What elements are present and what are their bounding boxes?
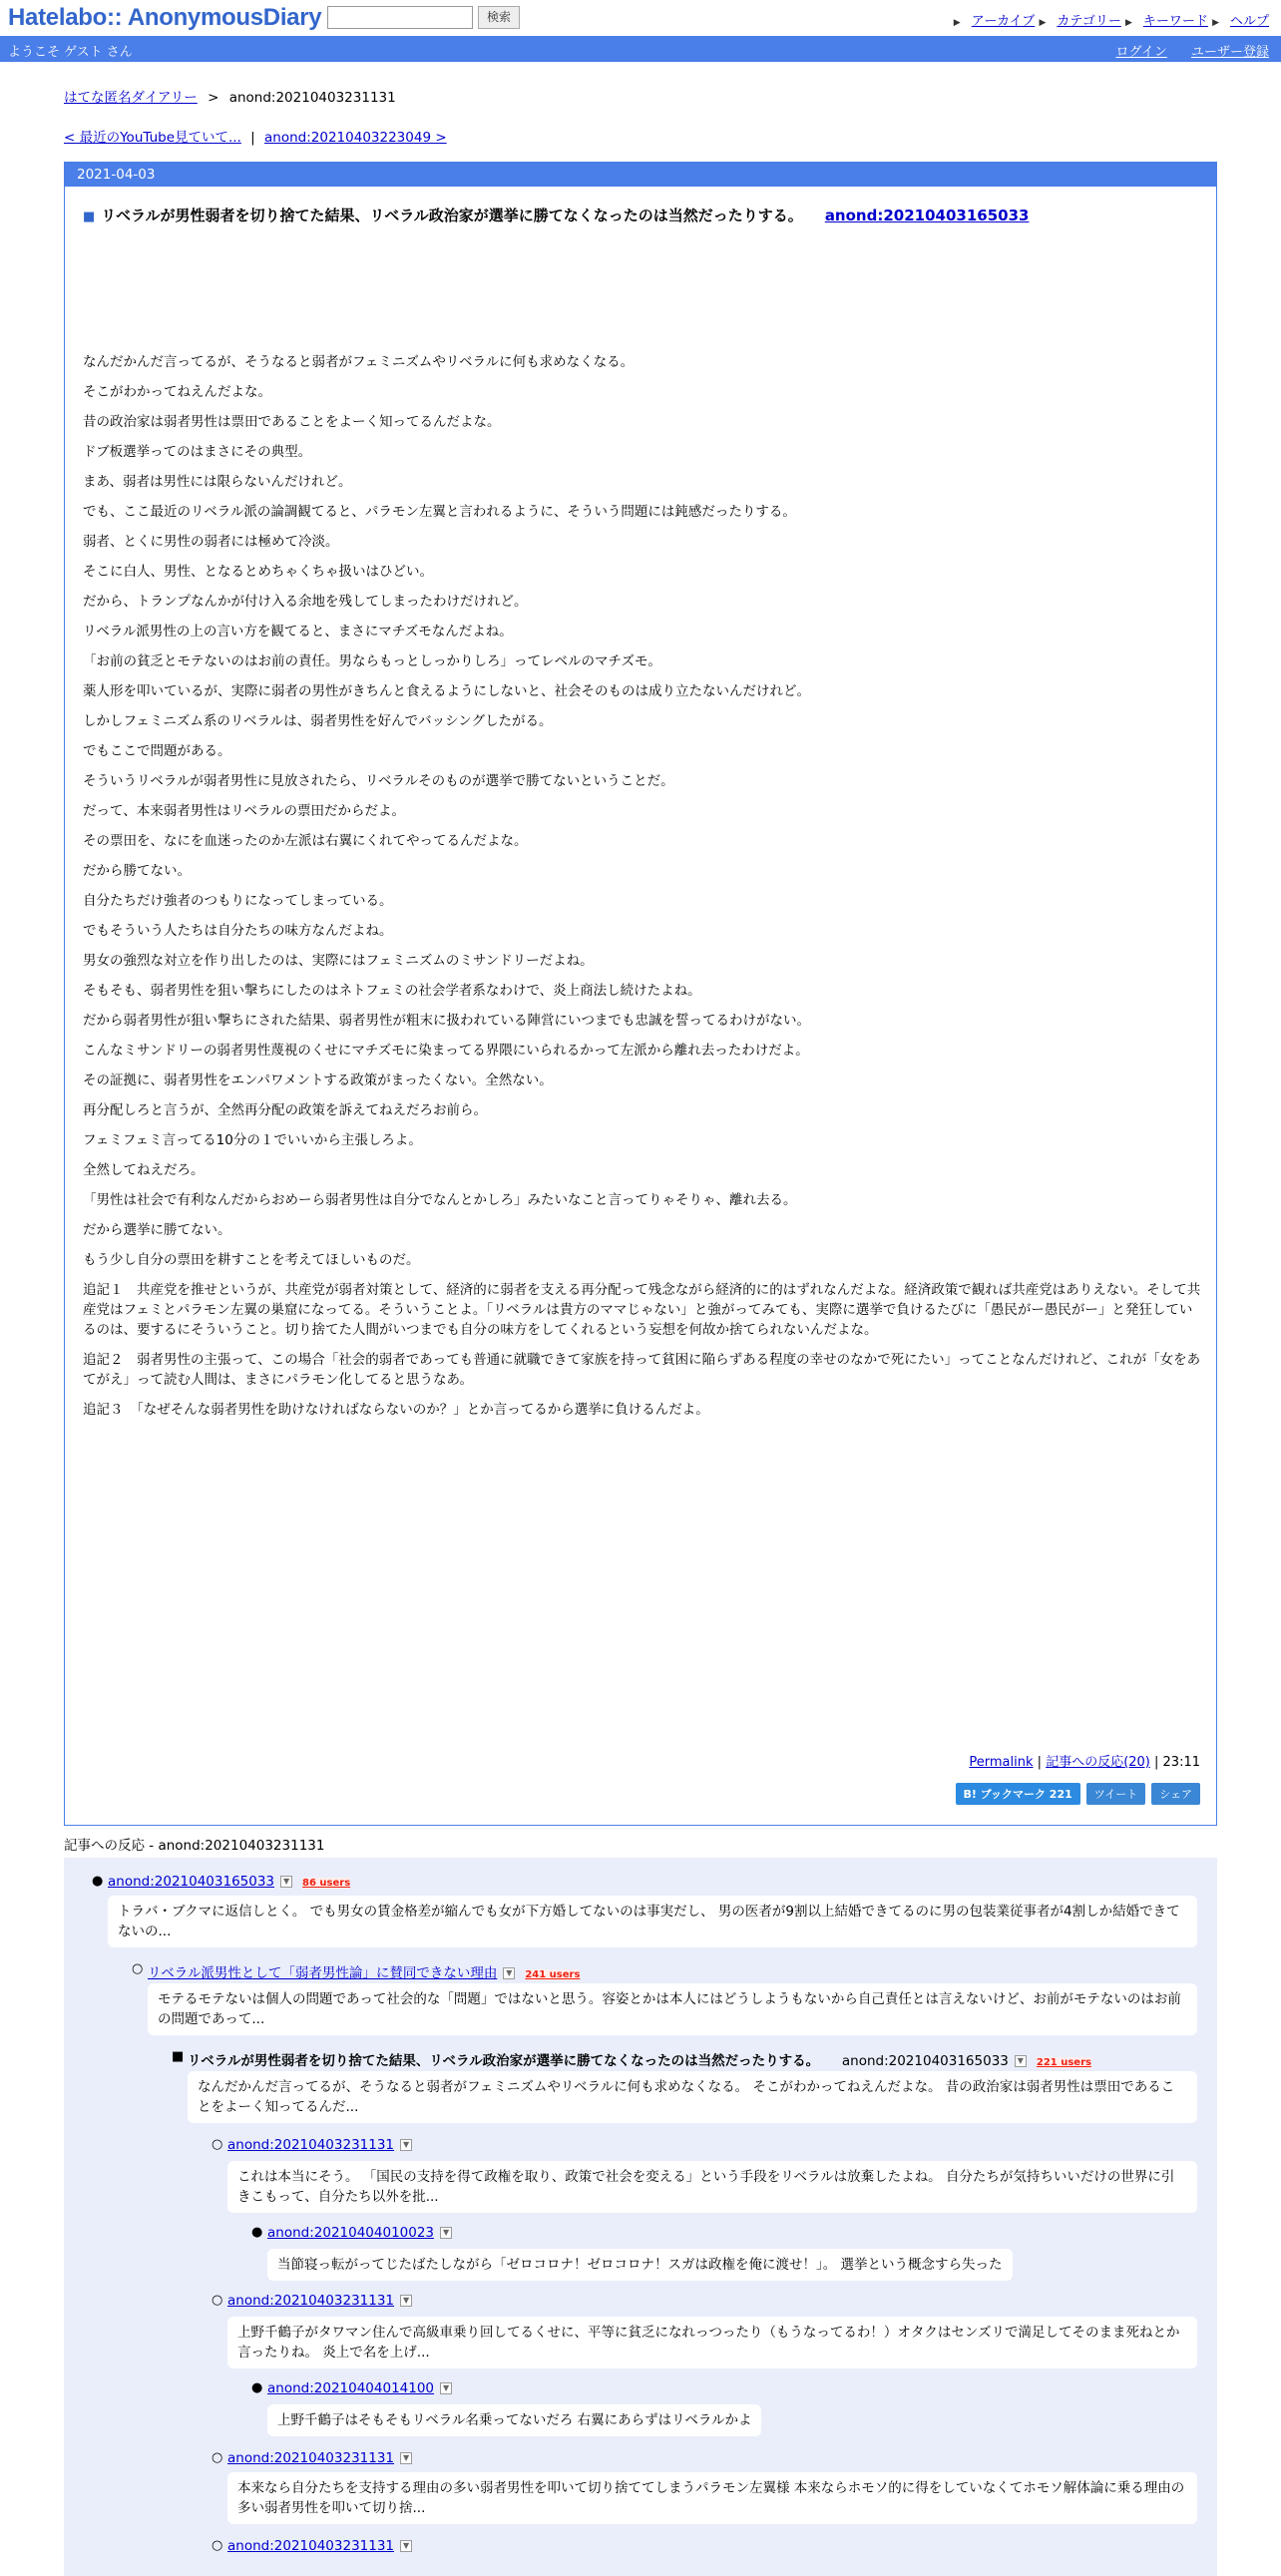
pager bbox=[64, 126, 447, 146]
reaction-item bbox=[251, 2225, 452, 2241]
body-paragraph: 「男性は社会で有利なんだからおめーら弱者男性は自分でなんとかしろ」みたいなこと言ってりゃそりゃ、離れ去る。 bbox=[83, 1192, 797, 1208]
body-paragraph: だって、本来弱者男性はリベラルの票田だからだよ。 bbox=[83, 803, 406, 819]
bookmark-button[interactable]: B! ブックマーク 221 bbox=[956, 1783, 1080, 1805]
body-paragraph: 追記１ 共産党を推せというが、共産党が弱者対策として、経済的に弱者を支える再分配って残念ながら経済的に的はずれなんだよな。経済政策で観れば共産党はありえない。そして共産党はフェミとパラモン左翼の巣窟になってる。そういうことよ。「リベラルは貴方のママじゃない」と強がってみても、実際に選挙で負けるたびに「愚民がー愚民がー」と発狂しているのは、要するにそういうこと。切り捨てた人間がいつまでも自分の味方をしてくれるという妄想を何故か捨てられないんだよな。 bbox=[83, 1282, 1201, 1338]
nav-help[interactable]: ヘルプ bbox=[1229, 14, 1269, 29]
body-paragraph: 「お前の貧乏とモテないのはお前の責任。男ならもっとしっかりしろ」ってレベルのマチズモ。 bbox=[83, 653, 661, 669]
reaction-link[interactable]: anond:20210404010023 bbox=[267, 2225, 435, 2241]
reaction-item bbox=[212, 2137, 412, 2153]
bullet-icon: ● bbox=[251, 2225, 263, 2240]
breadcrumb-sep: > bbox=[208, 90, 219, 106]
prev-entry-link[interactable]: < 最近のYouTube見ていて... bbox=[64, 130, 241, 146]
reaction-item bbox=[212, 2538, 412, 2554]
body-paragraph: 薬人形を叩いているが、実際に弱者の男性がきちんと食えるようにしないと、社会そのものは成り立たないんだけれど。 bbox=[83, 683, 810, 699]
toggle-icon[interactable]: ▼ bbox=[503, 1967, 515, 1979]
body-paragraph: 昔の政治家は弱者男性は票田であることをよーく知ってるんだよな。 bbox=[83, 414, 501, 430]
reactions-heading: 記事への反応 - anond:20210403231131 bbox=[64, 1838, 325, 1854]
register-link[interactable]: ユーザー登録 bbox=[1190, 45, 1269, 60]
entry-title-text: リベラルが男性弱者を切り捨てた結果、リベラル政治家が選挙に勝てなくなったのは当然だったりする。 bbox=[101, 207, 803, 224]
user-links bbox=[1095, 41, 1269, 60]
entry-time: 23:11 bbox=[1162, 1755, 1200, 1770]
nav-keyword[interactable]: キーワード bbox=[1142, 14, 1208, 29]
search-input[interactable] bbox=[327, 6, 473, 29]
next-entry-link[interactable]: anond:20210403223049 > bbox=[264, 130, 447, 146]
reaction-snippet: モテるモテないは個人の問題であって社会的な「問題」ではないと思う。容姿とかは本人にはどうしようもないから自己責任とは言えないけど、お前がモテないのはお前の問題であって... bbox=[148, 1983, 1197, 2035]
body-paragraph: でもそういう人たちは自分たちの味方なんだよね。 bbox=[83, 923, 393, 939]
site-logo[interactable]: Hatelabo:: AnonymousDiary bbox=[8, 4, 322, 31]
body-paragraph: 自分たちだけ強者のつもりになってしまっている。 bbox=[83, 893, 393, 909]
bullet-icon: ● bbox=[251, 2380, 263, 2395]
body-paragraph: でもここで問題がある。 bbox=[83, 743, 231, 759]
body-paragraph: もう少し自分の票田を耕すことを考えてほしいものだ。 bbox=[83, 1252, 420, 1268]
body-paragraph: そこがわかってねえんだよな。 bbox=[83, 384, 271, 400]
login-link[interactable]: ログイン bbox=[1115, 45, 1167, 60]
user-bar bbox=[0, 36, 1281, 62]
reaction-item bbox=[92, 1874, 351, 1890]
body-paragraph: だから勝てない。 bbox=[83, 863, 191, 879]
body-paragraph: しかしフェミニズム系のリベラルは、弱者男性を好んでバッシングしたがる。 bbox=[83, 713, 553, 729]
body-paragraph: でも、ここ最近のリベラル派の論調観てると、パラモン左翼と言われるように、そういう問題には鈍感だったりする。 bbox=[83, 504, 796, 520]
bullet-icon: ● bbox=[92, 1874, 104, 1889]
tweet-button[interactable]: ツイート bbox=[1086, 1783, 1145, 1805]
arrow-icon: ▶ bbox=[1212, 18, 1219, 28]
reaction-snippet: これは本当にそう。 「国民の支持を得て政権を取り、政策で社会を変える」という手段をリベラルは放棄したよね。 自分たちが気持ちいいだけの世界に引きこもって、自分たち以外を批... bbox=[227, 2161, 1197, 2213]
entry-body bbox=[83, 352, 1204, 1430]
entry-footer: Permalink | 記事への反応(20) | 23:11 bbox=[969, 1755, 1200, 1770]
body-paragraph: 全然してねえだろ。 bbox=[83, 1162, 205, 1178]
toggle-icon[interactable]: ▼ bbox=[440, 2382, 452, 2394]
welcome-text: ようこそ ゲスト さん bbox=[8, 45, 133, 60]
body-paragraph: リベラル派男性の上の言い方を観てると、まさにマチズモなんだよね。 bbox=[83, 624, 513, 640]
bullet-icon: ○ bbox=[212, 2450, 223, 2465]
body-paragraph: フェミフェミ言ってる10分の１でいいから主張しろよ。 bbox=[83, 1132, 422, 1148]
share-buttons bbox=[956, 1783, 1201, 1805]
body-paragraph: そもそも、弱者男性を狙い撃ちにしたのはネトフェミの社会学者系なわけで、炎上商法し続けたよね。 bbox=[83, 983, 701, 999]
body-paragraph: 再分配しろと言うが、全然再分配の政策を訴えてねえだろお前ら。 bbox=[83, 1102, 487, 1118]
reaction-item bbox=[132, 1961, 581, 1981]
facebook-share-button[interactable]: シェア bbox=[1151, 1783, 1200, 1805]
search-button[interactable]: 検索 bbox=[478, 6, 520, 29]
arrow-icon: ▶ bbox=[1124, 18, 1132, 28]
top-nav bbox=[954, 10, 1269, 29]
reaction-item bbox=[212, 2293, 412, 2309]
body-paragraph: こんなミサンドリーの弱者男性蔑視のくせにマチズモに染まってる界隈にいられるかって左派から離れ去ったわけだよ。 bbox=[83, 1043, 809, 1059]
entry-title bbox=[83, 205, 1029, 225]
body-paragraph: だから、トランプなんかが付け入る余地を残してしまったわけだけれど。 bbox=[83, 594, 528, 610]
breadcrumb-current: anond:20210403231131 bbox=[228, 90, 396, 106]
body-paragraph: だから選挙に勝てない。 bbox=[83, 1222, 231, 1238]
bullet-icon: ○ bbox=[212, 2538, 223, 2553]
body-paragraph: そこに白人、男性、となるとめちゃくちゃ扱いはひどい。 bbox=[83, 564, 433, 580]
reaction-snippet: 当節寝っ転がってじたばたしながら「ゼロコロナ！ゼロコロナ！スガは政権を俺に渡せ！」。 選挙という概念すら失った bbox=[267, 2249, 1013, 2281]
entry-square-icon[interactable]: ■ bbox=[83, 210, 96, 224]
pager-sep: | bbox=[250, 130, 255, 146]
reaction-ref: anond:20210403165033 bbox=[841, 2053, 1009, 2069]
day-date: 2021-04-03 bbox=[65, 163, 1216, 187]
body-paragraph: 追記３ 「なぜそんな弱者男性を助けなければならないのか？」とか言ってるから選挙に負けるんだよ。 bbox=[83, 1402, 709, 1418]
body-paragraph: なんだかんだ言ってるが、そうなると弱者がフェミニズムやリベラルに何も求めなくなる。 bbox=[83, 354, 635, 370]
reaction-link[interactable]: anond:20210403231131 bbox=[227, 2538, 395, 2554]
toggle-icon[interactable]: ▼ bbox=[400, 2295, 412, 2307]
body-paragraph: そういうリベラルが弱者男性に見放されたら、リベラルそのものが選挙で勝てないということだ。 bbox=[83, 773, 674, 789]
permalink[interactable]: Permalink bbox=[969, 1755, 1034, 1770]
users-badge[interactable]: 86 users bbox=[302, 1878, 351, 1889]
body-paragraph: 追記２ 弱者男性の主張って、この場合「社会的弱者であっても普通に就職できて家族を持って貧困に陥らずある程度の幸せのなかで死にたい」ってことなんだけれど、これが「女をあてがえ」って読む人間は、まさにパラモン化してると思うなあ。 bbox=[83, 1352, 1201, 1388]
entry-ref-link[interactable]: anond:20210403165033 bbox=[824, 207, 1030, 224]
body-paragraph: その証拠に、弱者男性をエンパワメントする政策がまったくない。全然ない。 bbox=[83, 1073, 553, 1088]
toggle-icon[interactable]: ▼ bbox=[400, 2139, 412, 2151]
toggle-icon[interactable]: ▼ bbox=[1015, 2055, 1027, 2067]
bullet-icon: ○ bbox=[212, 2137, 223, 2152]
body-paragraph: だから弱者男性が狙い撃ちにされた結果、弱者男性が粗末に扱われている陣営にいつまでも忠誠を誓ってるわけがない。 bbox=[83, 1013, 810, 1029]
body-paragraph: 男女の強烈な対立を作り出したのは、実際にはフェミニズムのミサンドリーだよね。 bbox=[83, 953, 594, 969]
reactions-link[interactable]: 記事への反応(20) bbox=[1046, 1755, 1150, 1770]
reaction-link[interactable]: anond:20210403165033 bbox=[108, 1874, 275, 1890]
toggle-icon[interactable]: ▼ bbox=[400, 2452, 412, 2464]
arrow-icon: ▶ bbox=[953, 18, 961, 28]
users-badge[interactable]: 241 users bbox=[525, 1969, 581, 1980]
body-paragraph: その票田を、なにを血迷ったのか左派は右翼にくれてやってるんだよな。 bbox=[83, 833, 528, 849]
top-bar bbox=[0, 0, 1281, 36]
day-section bbox=[64, 162, 1217, 1826]
bullet-icon: ■ bbox=[172, 2049, 185, 2064]
nav-category[interactable]: カテゴリー bbox=[1057, 14, 1121, 29]
reaction-snippet: 上野千鶴子がタワマン住んで高級車乗り回してるくせに、平等に貧乏になれっつったり（もうなってるわ！）オタクはセンズリで満足してそのまま死ねとか言ったりね。 炎上で名を上げ... bbox=[227, 2317, 1197, 2368]
reaction-link[interactable]: anond:20210404014100 bbox=[267, 2380, 435, 2396]
breadcrumb bbox=[64, 86, 396, 106]
arrow-icon: ▶ bbox=[1039, 18, 1047, 28]
body-paragraph: 弱者、とくに男性の弱者には極めて冷淡。 bbox=[83, 534, 339, 550]
users-badge[interactable]: 221 users bbox=[1036, 2057, 1091, 2068]
toggle-icon[interactable]: ▼ bbox=[440, 2227, 452, 2239]
bullet-icon: ○ bbox=[132, 1961, 144, 1976]
reaction-item bbox=[212, 2450, 412, 2466]
reaction-snippet: 上野千鶴子はそもそもリベラル名乗ってないだろ 右翼にあらずはリベラルかよ bbox=[267, 2404, 761, 2436]
toggle-icon[interactable]: ▼ bbox=[400, 2540, 412, 2552]
reaction-link[interactable]: リベラル派男性として「弱者男性論」に賛同できない理由 bbox=[148, 1965, 498, 1981]
reaction-link[interactable]: anond:20210403231131 bbox=[227, 2450, 395, 2466]
toggle-icon[interactable]: ▼ bbox=[280, 1876, 292, 1888]
reaction-snippet: なんだかんだ言ってるが、そうなると弱者がフェミニズムやリベラルに何も求めなくなる。 そこがわかってねえんだよな。 昔の政治家は弱者男性は票田であることをよーく知ってるんだ... bbox=[188, 2071, 1197, 2123]
breadcrumb-home[interactable]: はてな匿名ダイアリー bbox=[64, 90, 198, 106]
nav-archive[interactable]: アーカイブ bbox=[971, 14, 1036, 29]
reaction-title: リベラルが男性弱者を切り捨てた結果、リベラル政治家が選挙に勝てなくなったのは当然だったりする。 bbox=[188, 2053, 820, 2069]
body-paragraph: まあ、弱者は男性には限らないんだけれど。 bbox=[83, 474, 352, 490]
reaction-snippet: トラバ・ブクマに返信しとく。 でも男女の賃金格差が縮んでも女が下方婚してないのは事実だし、 男の医者が9割以上結婚できてるのに男の包装業従事者が4割しか結婚できてないの... bbox=[108, 1896, 1197, 1947]
reactions-tree bbox=[64, 1858, 1217, 2576]
reaction-item bbox=[172, 2049, 1091, 2069]
reaction-link[interactable]: anond:20210403231131 bbox=[227, 2137, 395, 2153]
reaction-item bbox=[251, 2380, 452, 2396]
reaction-link[interactable]: anond:20210403231131 bbox=[227, 2293, 395, 2309]
reaction-snippet: 本来なら自分たちを支持する理由の多い弱者男性を叩いて切り捨ててしまうパラモン左翼様 本来ならホモソ的に得をしていなくてホモソ解体論に乗る理由の多い弱者男性を叩いて切り捨... bbox=[227, 2472, 1197, 2524]
bullet-icon: ○ bbox=[212, 2293, 223, 2308]
body-paragraph: ドブ板選挙ってのはまさにその典型。 bbox=[83, 444, 312, 460]
